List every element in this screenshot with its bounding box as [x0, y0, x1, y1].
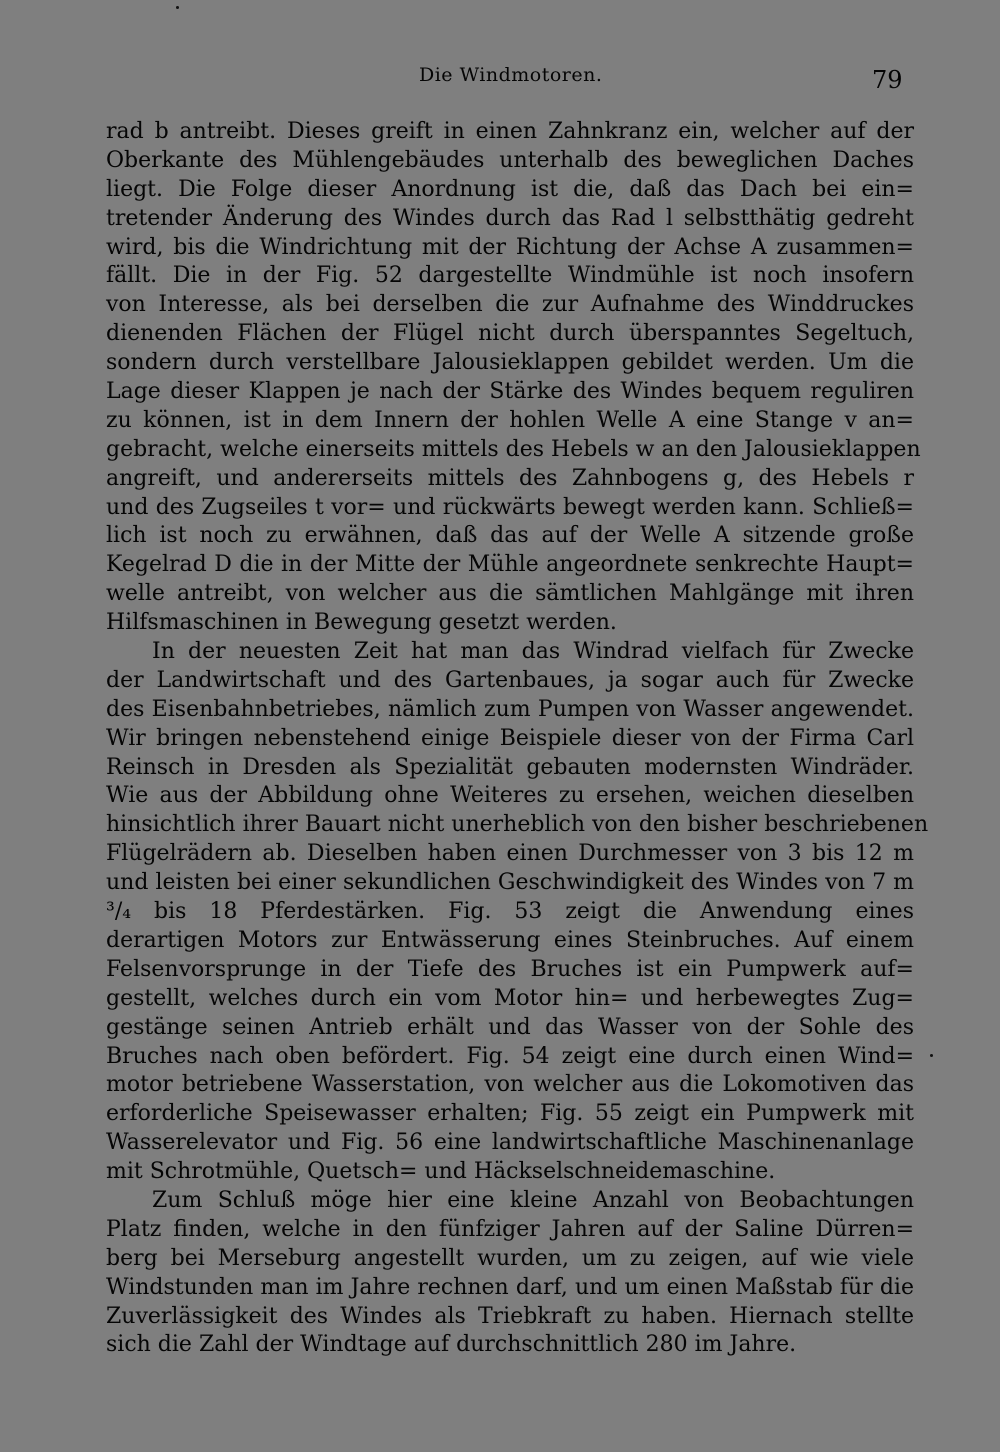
- text-line: gebracht, welche einerseits mittels des Hebels w an den Jalousieklappen: [106, 436, 921, 462]
- text-line: fällt. Die in der Fig. 52 dargestellte Windmühle ist noch insofern: [106, 263, 914, 289]
- text-line: lich ist noch zu erwähnen, daß das auf der Welle A sitzende große: [106, 523, 914, 549]
- text-line: Oberkante des Mühlengebäudes unterhalb des beweglichen Daches: [106, 147, 914, 173]
- text-line: dienenden Flächen der Flügel nicht durch überspanntes Segeltuch,: [106, 321, 914, 347]
- text-line: Lage dieser Klappen je nach der Stärke des Windes bequem reguliren: [106, 379, 914, 405]
- text-line: Bruches nach oben befördert. Fig. 54 zeigt eine durch einen Wind=: [106, 1043, 914, 1069]
- text-line: Zum Schluß möge hier eine kleine Anzahl von Beobachtungen: [152, 1187, 914, 1213]
- text-line: rad b antreibt. Dieses greift in einen Zahnkranz ein, welcher auf der: [106, 119, 914, 144]
- text-line: Reinsch in Dresden als Spezialität gebauten modernsten Windräder.: [106, 754, 914, 780]
- text-line: von Interesse, als bei derselben die zur Aufnahme des Winddruckes: [106, 292, 914, 318]
- text-line: der Landwirtschaft und des Gartenbaues, ja sogar auch für Zwecke: [106, 667, 914, 693]
- text-line: motor betriebene Wasserstation, von welcher aus die Lokomotiven das: [106, 1072, 914, 1098]
- text-line: welle antreibt, von welcher aus die sämtlichen Mahlgänge mit ihren: [106, 581, 914, 607]
- text-line: Wir bringen nebenstehend einige Beispiele dieser von der Firma Carl: [106, 725, 914, 751]
- text-line: erforderliche Speisewasser erhalten; Fig. 55 zeigt ein Pumpwerk mit: [106, 1101, 914, 1127]
- text-line: mit Schrotmühle, Quetsch= und Häckselschneidemaschine.: [106, 1159, 776, 1185]
- text-line: gestänge seinen Antrieb erhält und das Wasser von der Sohle des: [106, 1014, 914, 1040]
- text-line: und leisten bei einer sekundlichen Geschwindigkeit des Windes von 7 m: [106, 870, 914, 896]
- text-line: Wasserelevator und Fig. 56 eine landwirtschaftliche Maschinenanlage: [106, 1130, 914, 1156]
- text-line: berg bei Merseburg angestellt wurden, um zu zeigen, auf wie viele: [106, 1245, 914, 1271]
- text-line: tretender Änderung des Windes durch das Rad l selbstthätig gedreht: [106, 205, 914, 231]
- text-line: zu können, ist in dem Innern der hohlen Welle A eine Stange v an=: [106, 407, 914, 433]
- text-line: angreift, und andererseits mittels des Zahnbogens g, des Hebels r: [106, 465, 914, 491]
- text-line: sondern durch verstellbare Jalousieklappen gebildet werden. Um die: [106, 350, 914, 376]
- print-speck: [176, 6, 179, 9]
- text-line: In der neuesten Zeit hat man das Windrad vielfach für Zwecke: [152, 639, 914, 665]
- text-line: Platz finden, welche in den fünfziger Jahren auf der Saline Dürren=: [106, 1216, 914, 1242]
- text-line: Windstunden man im Jahre rechnen darf, und um einen Maßstab für die: [106, 1274, 914, 1300]
- text-line: sich die Zahl der Windtage auf durchschnittlich 280 im Jahre.: [106, 1332, 797, 1358]
- text-line: und des Zugseiles t vor= und rückwärts bewegt werden kann. Schließ=: [106, 494, 914, 520]
- text-line: Hilfsmaschinen in Bewegung gesetzt werden.: [106, 610, 617, 636]
- text-line: Wie aus der Abbildung ohne Weiteres zu ersehen, weichen dieselben: [106, 783, 914, 809]
- text-line: hinsichtlich ihrer Bauart nicht unerheblich von den bisher beschriebenen: [106, 812, 929, 838]
- text-line: ³/₄ bis 18 Pferdestärken. Fig. 53 zeigt die Anwendung eines: [106, 899, 914, 925]
- text-line: Flügelrädern ab. Dieselben haben einen Durchmesser von 3 bis 12 m: [106, 841, 914, 867]
- text-line: gestellt, welches durch ein vom Motor hin= und herbewegtes Zug=: [106, 985, 914, 1011]
- body-text: [106, 118, 929, 1360]
- running-title: Die Windmotoren.: [419, 64, 603, 86]
- print-speck: [930, 1054, 933, 1057]
- text-line: Zuverlässigkeit des Windes als Triebkraft zu haben. Hiernach stellte: [106, 1303, 914, 1329]
- text-line: Kegelrad D die in der Mitte der Mühle angeordnete senkrechte Haupt=: [106, 552, 914, 578]
- text-line: des Eisenbahnbetriebes, nämlich zum Pumpen von Wasser angewendet.: [106, 696, 914, 722]
- text-line: derartigen Motors zur Entwässerung eines Steinbruches. Auf einem: [106, 927, 914, 953]
- text-line: wird, bis die Windrichtung mit der Richtung der Achse A zusammen=: [106, 234, 914, 260]
- page-number: 79: [872, 66, 903, 94]
- text-line: liegt. Die Folge dieser Anordnung ist die, daß das Dach bei ein=: [106, 176, 914, 202]
- text-line: Felsenvorsprunge in der Tiefe des Bruches ist ein Pumpwerk auf=: [106, 956, 914, 982]
